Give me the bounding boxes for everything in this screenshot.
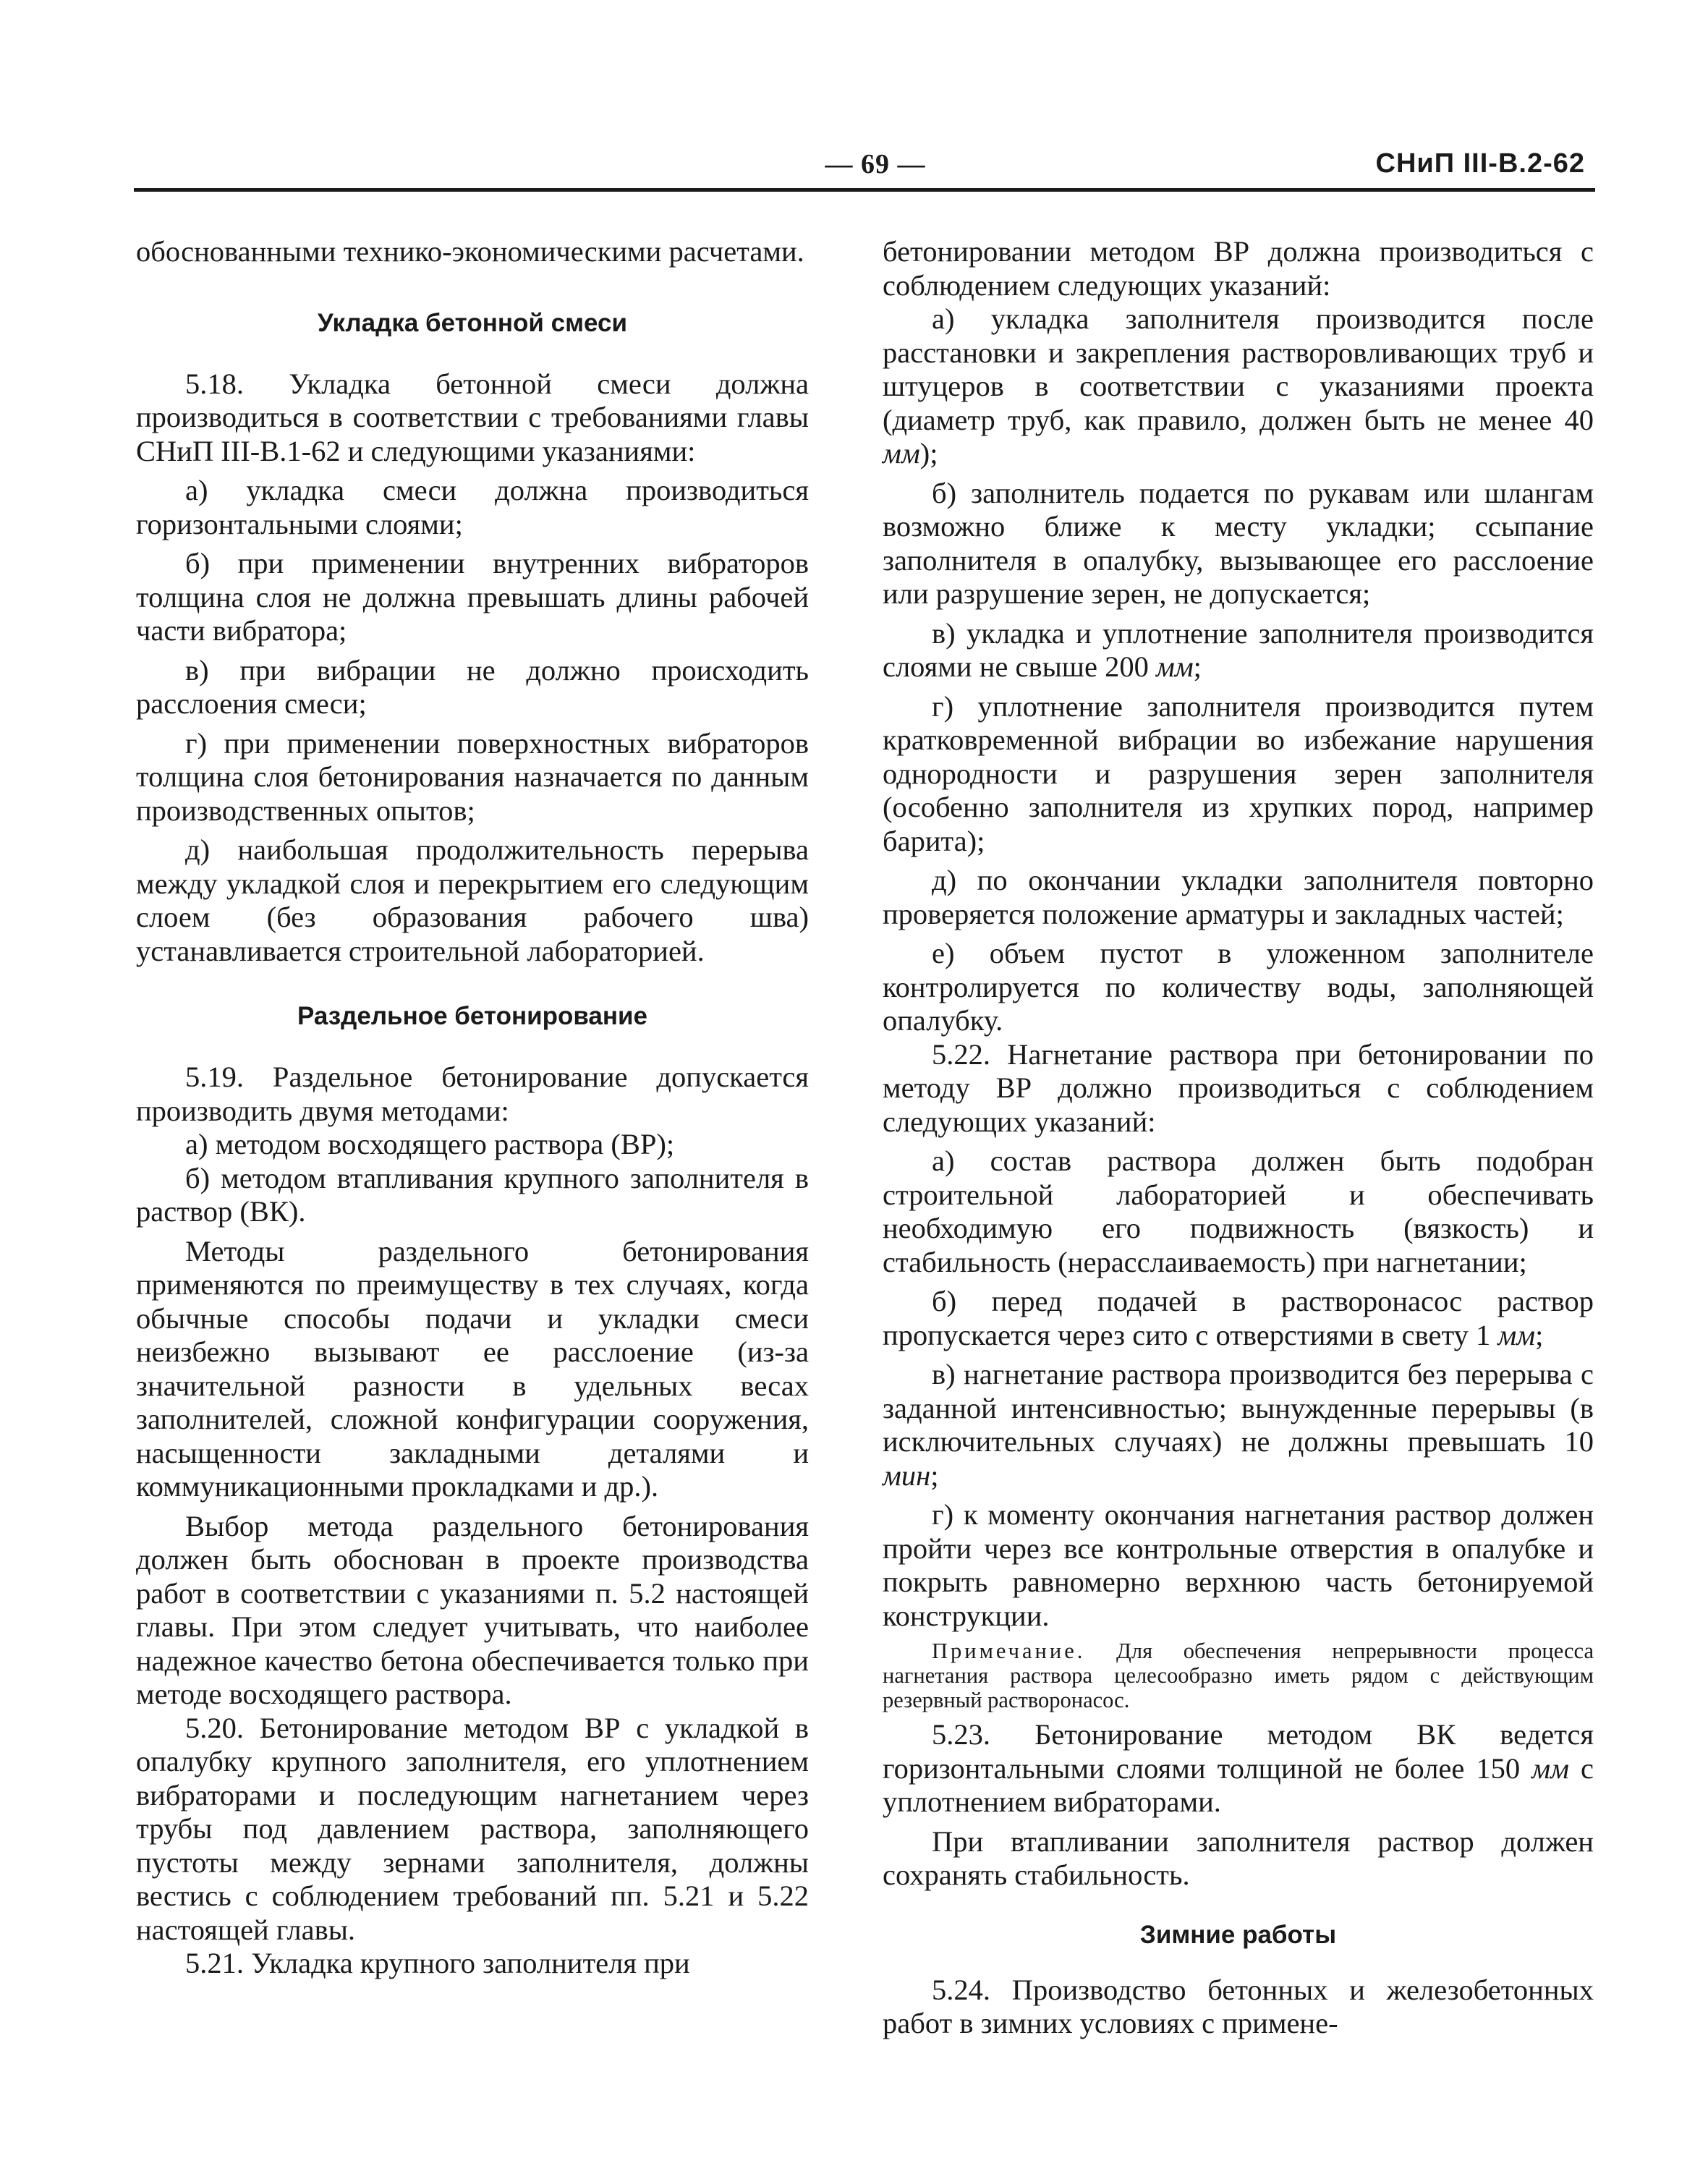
note-text: Для обеспечения непрерывности процесса нагнетания раствора целесообразно иметь рядом с действующим резервный растворонасос. <box>883 1639 1594 1712</box>
unit-label: мм <box>1497 1318 1536 1351</box>
clause-5-21-continuation: бетонировании методом ВР должна производиться с соблюдением следующих указаний: <box>883 235 1594 302</box>
list-item-5-18-b: б) при применении внутренних вибраторов толщина слоя не должна превышать длины рабочей части вибратора; <box>136 547 809 647</box>
item-text: б) перед подачей в растворонасос раствор пропускается через сито с отверстиями в свету 1 <box>883 1285 1594 1351</box>
clause-text: Бетонирование методом ВК ведется горизонтальными слоями толщиной не более 150 <box>883 1718 1594 1785</box>
clause-text-end: с уплотнением вибраторами. <box>883 1751 1594 1818</box>
item-text: в) нагнетание раствора производится без перерыва с заданной интенсивностью; вынужденные перерывы (в исключительных случаях) не должны превышать 10 <box>883 1358 1594 1458</box>
paragraph-5-19-selection: Выбор метода раздельного бетонирования должен быть обоснован в проекте производства работ в соответствии с указаниями п. 5.2 настоящей главы. При этом следует учитывать, что наиболее надежное качество бетона обеспечивается только при методе восходящего раствора. <box>136 1509 809 1710</box>
list-item-5-22-g: г) к моменту окончания нагнетания раствор должен пройти через все контрольные отверстия в опалубке и покрыть равномерно верхнюю часть бетонируемой конструкции. <box>883 1498 1594 1632</box>
list-item-5-22-v <box>883 1358 1594 1492</box>
paragraph-continuation: обоснованными технико-экономическими расчетами. <box>136 235 804 268</box>
list-item-5-22-a: а) состав раствора должен быть подобран строительной лабораторией и обеспечивать необходимую его подвижность (вязкость) и стабильность (нерасслаиваемость) при нагнетании; <box>883 1144 1594 1278</box>
page-number: — 69 — <box>825 149 926 179</box>
list-item-5-19-b: б) методом втапливания крупного заполнителя в раствор (ВК). <box>136 1161 809 1228</box>
clause-number: 5.22. <box>932 1037 990 1071</box>
document-code: СНиП III-В.2-62 <box>1375 148 1585 179</box>
list-item-5-18-v: в) при вибрации не должно происходить расслоения смеси; <box>136 653 809 720</box>
list-item-5-22-b <box>883 1285 1594 1352</box>
clause-number: 5.23. <box>932 1718 990 1751</box>
clause-5-21 <box>136 1947 809 1981</box>
list-item-5-21-g: г) уплотнение заполнителя производится путем кратковременной вибрации во избежание нарушения однородности и разрушения зерен заполнителя (особенно заполнителя из хрупких пород, например барита); <box>883 689 1594 857</box>
clause-5-24 <box>883 1974 1594 2041</box>
header-rule <box>134 188 1595 192</box>
clause-text: Нагнетание раствора при бетонировании по методу ВР должно производиться с соблюдением следующих указаний: <box>883 1037 1594 1138</box>
left-column <box>136 235 809 1981</box>
paragraph-5-19-methods: Методы раздельного бетонирования применяются по преимуществу в тех случаях, когда обычные способы подачи и укладки смеси неизбежно вызывают ее расслоение (из-за значительной разности в удельных весах заполнителей, сложной конфигурации сооружения, насыщенности закладными деталями и коммуникационными прокладками и др.). <box>136 1234 809 1503</box>
clause-number: 5.20. <box>185 1711 244 1744</box>
item-text: в) укладка и уплотнение заполнителя производится слоями не свыше 200 <box>883 616 1594 683</box>
list-item-5-19-a: а) методом восходящего раствора (ВР); <box>185 1128 675 1160</box>
item-text-end: ); <box>919 437 938 470</box>
clause-5-23 <box>883 1718 1594 1819</box>
clause-number: 5.18. <box>185 367 244 400</box>
clause-5-19 <box>136 1061 809 1128</box>
item-text-end: ; <box>930 1458 939 1492</box>
clause-text: Укладка бетонной смеси должна производиться в соответствии с требованиями главы СНиП III-В.1-62 и следующими указаниями: <box>136 367 809 467</box>
list-item-5-21-b: б) заполнитель подается по рукавам или шлангам возможно ближе к месту укладки; ссыпание заполнителя в опалубку, вызывающее его расслоение или разрушение зерен, не допускается; <box>883 476 1594 610</box>
unit-label: мм <box>1155 650 1194 683</box>
item-text-end: ; <box>1535 1318 1544 1351</box>
clause-5-22 <box>883 1038 1594 1139</box>
list-item-5-21-e: е) объем пустот в уложенном заполнителе контролируется по количеству воды, заполняющей опалубку. <box>883 937 1594 1037</box>
section-heading-concrete-placement: Укладка бетонной смеси <box>318 308 627 337</box>
clause-text: Раздельное бетонирование допускается производить двумя методами: <box>136 1061 809 1127</box>
list-item-5-18-d: д) наибольшая продолжительность перерыва между укладкой слоя и перекрытием его следующим слоем (без образования рабочего шва) устанавливается строительной лабораторией. <box>136 833 809 967</box>
item-text: а) укладка заполнителя производится после расстановки и закрепления растворовливающих труб и штуцеров в соответствии с указаниями проекта (диаметр труб, как правило, должен быть не менее 40 <box>883 302 1594 436</box>
note <box>883 1639 1594 1712</box>
clause-number: 5.19. <box>185 1061 244 1093</box>
note-label: Примечание. <box>932 1639 1086 1663</box>
clause-text: Производство бетонных и железобетонных работ в зимних условиях с примене- <box>883 1973 1594 2039</box>
list-item-5-18-a: а) укладка смеси должна производиться горизонтальными слоями; <box>136 474 809 540</box>
paragraph-5-23-stability: При втапливании заполнителя раствор должен сохранять стабильность. <box>883 1825 1594 1891</box>
right-column <box>883 235 1594 2041</box>
unit-label: мм <box>1531 1751 1569 1785</box>
list-item-5-21-v <box>883 617 1594 684</box>
unit-label: мм <box>883 437 920 470</box>
section-heading-winter-works: Зимние работы <box>1139 1920 1337 1949</box>
clause-number: 5.21. <box>185 1947 244 1979</box>
unit-label: мин <box>883 1458 931 1492</box>
clause-number: 5.24. <box>932 1973 990 2006</box>
section-heading-separate-concreting: Раздельное бетонирование <box>297 1002 648 1030</box>
list-item-5-18-g: г) при применении поверхностных вибраторов толщина слоя бетонирования назначается по данным производственных опытов; <box>136 726 809 827</box>
list-item-5-21-d: д) по окончании укладки заполнителя повторно проверяется положение арматуры и закладных частей; <box>883 864 1594 930</box>
item-text-end: ; <box>1193 650 1202 683</box>
clause-5-20 <box>136 1712 809 1947</box>
clause-text: Бетонирование методом ВР с укладкой в опалубку крупного заполнителя, его уплотнением вибраторами и последующим нагнетанием через трубы под давлением раствора, заполняющего пустоты между зернами заполнителя, должны вестись с соблюдением требований пп. 5.21 и 5.22 настоящей главы. <box>136 1711 809 1946</box>
list-item-5-21-a <box>883 302 1594 471</box>
clause-text: Укладка крупного заполнителя при <box>244 1947 690 1979</box>
clause-5-18 <box>136 368 809 469</box>
